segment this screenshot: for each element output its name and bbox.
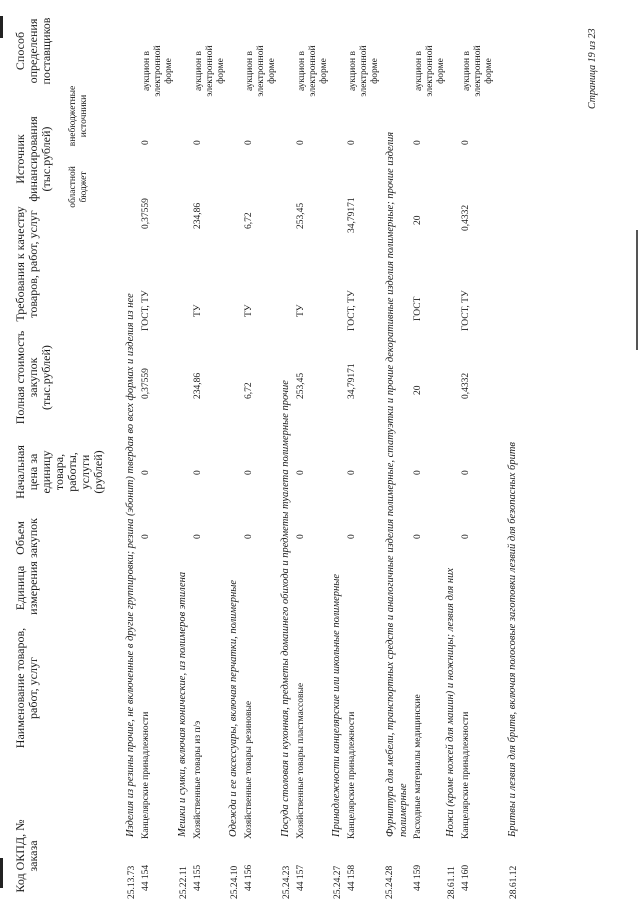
- okpd-code: 25.24.23: [282, 865, 292, 899]
- volume-value: 0: [347, 534, 357, 539]
- item-name: Расходные материалы медицинские: [413, 694, 423, 839]
- volume-value: 0: [461, 534, 471, 539]
- order-number: 44 159: [413, 864, 423, 891]
- procurement-method: аукцион в электронной форме: [462, 45, 494, 97]
- volume-value: 0: [296, 534, 306, 539]
- cost-value: 253,45: [296, 372, 306, 399]
- okpd-code: 25.24.27: [333, 865, 343, 899]
- header-start-price: Начальная цена за единицу товара, работы, услуги (рублей): [13, 445, 105, 499]
- category-title: Ножи (кроме ножей для машин) и ножницы; лезвия для них: [445, 568, 456, 837]
- requirements-value: ГОСТ: [413, 296, 423, 321]
- procurement-method: аукцион в электронной форме: [297, 45, 329, 97]
- category-title: Фурнитура для мебели, транспортных средств и аналогичные изделия полимерные, статуэтки и прочие декоративные изделия полимерные; прочие изделия полимерные: [385, 131, 409, 837]
- volume-value: 0: [141, 534, 151, 539]
- price-value: 0: [347, 470, 357, 475]
- header-unit: Единица измерения: [13, 561, 40, 615]
- extra-budget-value: 0: [461, 140, 471, 145]
- price-value: 0: [141, 470, 151, 475]
- okpd-code: 25.22.11: [179, 866, 189, 899]
- requirements-value: ТУ: [244, 304, 254, 317]
- item-name: Канцелярские принадлежности: [141, 711, 151, 839]
- requirements-value: ТУ: [193, 304, 203, 317]
- procurement-method: аукцион в электронной форме: [142, 45, 174, 97]
- extra-budget-value: 0: [413, 140, 423, 145]
- extra-budget-value: 0: [244, 140, 254, 145]
- header-code: Код ОКПД, № заказа: [13, 819, 40, 893]
- okpd-code: 25.24.28: [385, 865, 395, 899]
- category-title: Изделия из резины прочие, не включенные в другие группировки; резина (эбонит) твердая во всех формах и изделия из нее: [125, 293, 136, 837]
- extra-budget-value: 0: [141, 140, 151, 145]
- requirements-value: ГОСТ, ТУ: [461, 290, 471, 331]
- regional-budget-value: 20: [413, 215, 423, 225]
- price-value: 0: [461, 470, 471, 475]
- procurement-method: аукцион в электронной форме: [245, 45, 277, 97]
- price-value: 0: [193, 470, 203, 475]
- regional-budget-value: 0,4332: [461, 204, 471, 231]
- extra-budget-value: 0: [296, 140, 306, 145]
- okpd-code: 28.61.11: [447, 866, 457, 899]
- item-name: Канцелярские принадлежности: [461, 711, 471, 839]
- header-volume: Объем закупок: [13, 518, 40, 558]
- regional-budget-value: 253,45: [296, 202, 306, 229]
- requirements-value: ГОСТ, ТУ: [347, 290, 357, 331]
- extra-budget-value: 0: [347, 140, 357, 145]
- page-number: Страница 19 из 23: [587, 28, 598, 109]
- header-requirements: Требования к качеству товаров, работ, услуг: [13, 206, 40, 322]
- header-fin-regional: областной бюджет: [68, 166, 89, 208]
- regional-budget-value: 0,37559: [141, 198, 151, 229]
- procurement-method: аукцион в электронной форме: [194, 45, 226, 97]
- category-title: Посуда столовая и кухонная, предметы домашнего обихода и предметы туалета полимерные прочие: [280, 380, 291, 837]
- order-number: 44 160: [461, 864, 471, 891]
- category-title: Принадлежности канцелярские или школьные полимерные: [331, 573, 342, 837]
- category-title: Одежда и ее аксессуары, включая перчатки, полимерные: [228, 580, 239, 837]
- volume-value: 0: [413, 534, 423, 539]
- procurement-method: аукцион в электронной форме: [414, 45, 446, 97]
- okpd-code: 25.13.73: [127, 865, 137, 899]
- cost-value: 6,72: [244, 382, 254, 399]
- extra-budget-value: 0: [193, 140, 203, 145]
- price-value: 0: [244, 470, 254, 475]
- header-name: Наименование товаров, работ, услуг: [13, 627, 40, 749]
- cost-value: 34,79171: [347, 363, 357, 399]
- category-title: Мешки и сумки, включая конические, из полимеров этилена: [177, 571, 188, 837]
- regional-budget-value: 234,86: [193, 202, 203, 229]
- cost-value: 234,86: [193, 372, 203, 399]
- price-value: 0: [413, 470, 423, 475]
- item-name: Хозяйственные товары из п/э: [193, 720, 203, 839]
- order-number: 44 157: [296, 864, 306, 891]
- order-number: 44 156: [244, 864, 254, 891]
- requirements-value: ГОСТ, ТУ: [141, 290, 151, 331]
- volume-value: 0: [193, 534, 203, 539]
- cost-value: 0,37559: [141, 368, 151, 399]
- regional-budget-value: 34,79171: [347, 197, 357, 233]
- cost-value: 0,4332: [461, 372, 471, 399]
- order-number: 44 155: [193, 864, 203, 891]
- header-method: Способ определения поставщиков: [13, 17, 53, 85]
- okpd-code: 25.24.10: [230, 865, 240, 899]
- category-title: Бритвы и лезвия для бритв, включая полосовые заготовки лезвий для безопасных бритв: [507, 442, 518, 837]
- procurement-method: аукцион в электронной форме: [348, 45, 380, 97]
- order-number: 44 154: [141, 864, 151, 891]
- order-number: 44 158: [347, 864, 357, 891]
- item-name: Канцелярские принадлежности: [347, 711, 357, 839]
- header-financing: Источник финансирования (тыс.рублей): [13, 116, 53, 202]
- price-value: 0: [296, 470, 306, 475]
- header-fin-extra: внебюджетные источники: [68, 85, 89, 147]
- volume-value: 0: [244, 534, 254, 539]
- okpd-code: 28.61.12: [509, 865, 519, 899]
- requirements-value: ТУ: [296, 304, 306, 317]
- item-name: Хозяйственные товары пластмассовые: [296, 682, 306, 839]
- cost-value: 20: [413, 385, 423, 395]
- item-name: Хозяйственные товары резиновые: [244, 700, 254, 839]
- regional-budget-value: 6,72: [244, 212, 254, 229]
- header-full-cost: Полная стоимость закупок (тыс.рублей): [13, 330, 53, 425]
